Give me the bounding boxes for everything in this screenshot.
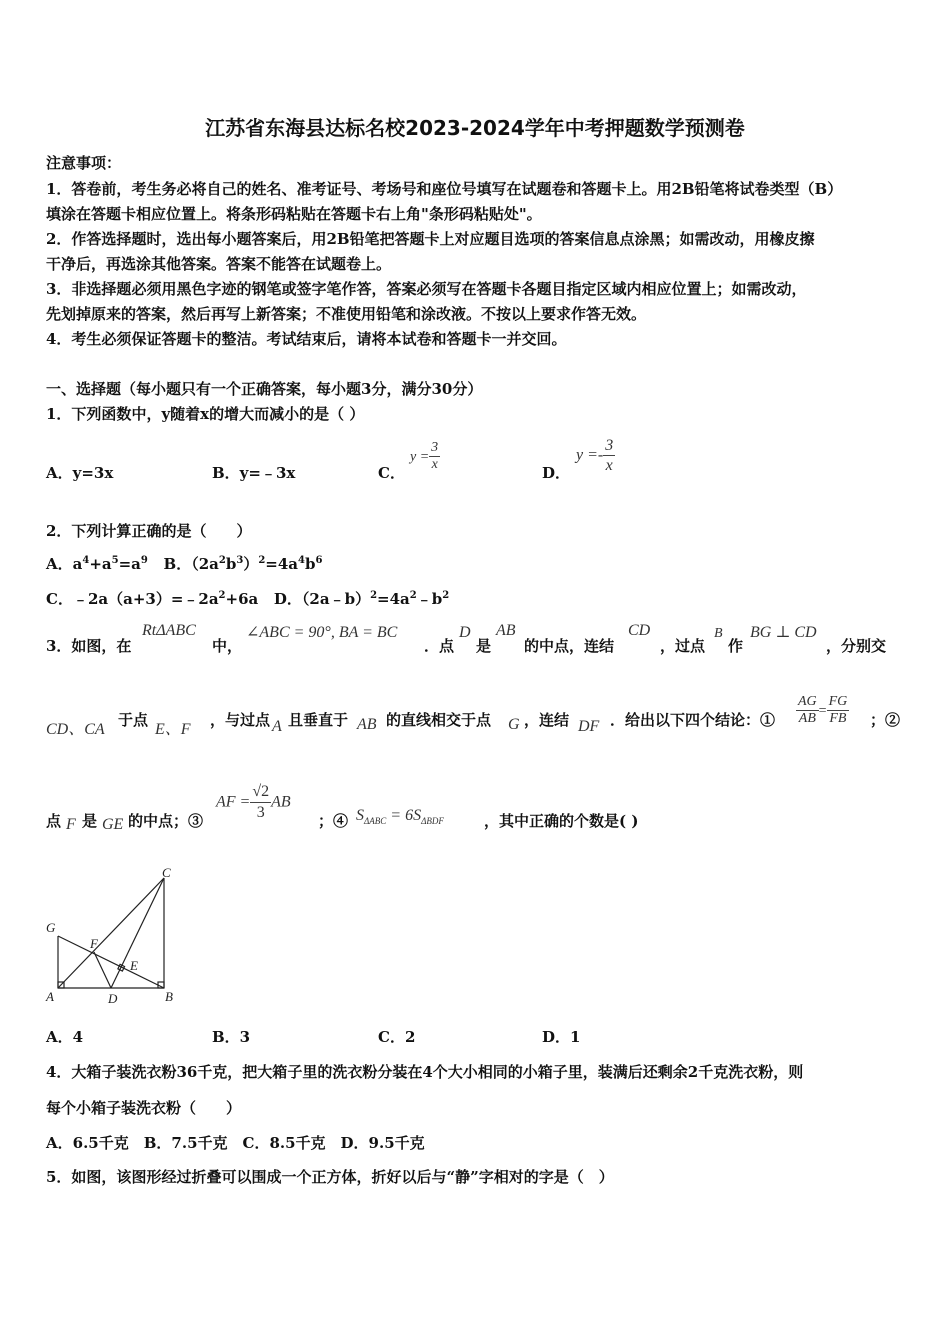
notice-line-7: 4．考生必须保证答题卡的整洁。考试结束后，请将本试卷和答题卡一并交回。 [46,330,567,348]
q1-option-d-formula: y =- $\frac{3}{x}$ [576,437,614,474]
q3-math-ab: AB [496,622,516,639]
q5-stem: 5．如图，该图形经过折叠可以围成一个正方体，折好以后与“静”字相对的字是（ ） [46,1168,614,1186]
q3-text-9: 于点 [118,711,149,729]
q1-stem: 1．下列函数中，y随着x的增大而减小的是（ ） [46,405,365,423]
q3-text-8: ，分别交 [826,637,887,655]
q1-option-b: B．y=﹣3x [212,464,296,482]
q3-conclusion-4-formula: $S_{\Delta ABC} = 6S_{\Delta BDF}$ [356,807,444,826]
notice-line-3: 2．作答选择题时，选出每小题答案后，用2B铅笔把答题卡上对应题目选项的答案信息点涂黑；如需改动，用橡皮擦 [46,230,815,248]
notice-line-1: 1．答卷前，考生务必将自己的姓名、准考证号、考场号和座位号填写在试题卷和答题卡上。用2B铅笔将试卷类型（B） [46,180,843,198]
q3-math-angle: ∠ABC = 90°, BA = BC [246,624,398,641]
q3-math-d: D [459,624,471,641]
notice-line-2: 填涂在答题卡相应位置上。将条形码粘贴在答题卡右上角"条形码粘贴处"。 [46,205,542,223]
q3-math-ab-2: AB [357,716,377,733]
q3-text-18: 的中点；③ [128,812,204,830]
q3-option-d: D．1 [542,1028,581,1046]
label-c: C [162,866,171,880]
notice-heading: 注意事项： [46,154,122,172]
q4-options: A．6.5千克 B．7.5千克 C．8.5千克 D．9.5千克 [46,1134,425,1152]
q3-text-14: ．给出以下四个结论：① [610,711,776,729]
q3-text-17: 是 [82,812,98,830]
q3-text-6: ，过点 [660,637,706,655]
q3-text-12: 的直线相交于点 [386,711,492,729]
q3-math-cd-ca: CD、CA [46,721,105,738]
q2-stem: 2．下列计算正确的是（ ） [46,522,252,540]
label-b: B [165,989,173,1004]
notice-line-6: 先划掉原来的答案，然后再写上新答案；不准使用铅笔和涂改液。不按以上要求作答无效。 [46,305,647,323]
segment-gb [58,936,164,988]
notice-line-5: 3．非选择题必须用黑色字迹的钢笔或签字笔作答，答案必须写在答题卡各题目指定区域内相应位置上；如需改动， [46,280,807,298]
q3-text-11: 且垂直于 [288,711,349,729]
q3-text-15: ；② [870,711,901,729]
q1-option-a: A．y=3x [46,464,114,482]
q3-math-g: G [508,716,520,733]
q3-math-f: F [66,816,76,833]
section-heading: 一、选择题（每小题只有一个正确答案，每小题3分，满分30分） [46,380,483,398]
q3-text-16: 点 [46,812,62,830]
label-g: G [46,920,56,935]
q3-conclusion-1-formula: $\frac{AG}{AB}$ = $\frac{FG}{FB}$ [798,694,848,726]
label-e: E [130,958,138,973]
q3-math-b: B [714,626,723,641]
q3-text-3: ．点 [424,637,455,655]
q3-text-20: ，其中正确的个数是( ) [484,812,639,830]
label-a: A [46,989,54,1004]
q1-option-d-label: D． [542,464,571,482]
segment-ca [58,878,164,988]
label-d: D [108,991,118,1006]
page-title: 江苏省东海县达标名校2023-2024学年中考押题数学预测卷 [205,116,745,140]
q3-text-5: 的中点，连结 [524,637,615,655]
q3-option-b: B．3 [212,1028,251,1046]
q3-math-a: A [272,718,282,735]
q3-math-cd: CD [628,622,651,639]
q2-options-ab: A．$a^4+a^5=a^9$ B．$(2a^2b^3)^2=4a^4b^6$ [46,555,323,573]
q3-math-triangle: RtΔABC [142,622,196,639]
q3-text-1: 3．如图，在 [46,637,132,655]
q3-text-19: ；④ [318,812,349,830]
q3-text-7: 作 [728,637,744,655]
q3-math-ge: GE [102,816,124,833]
q3-option-c: C．2 [378,1028,416,1046]
q3-conclusion-3-formula: AF = $\frac{√2}{3}$ AB [216,783,291,821]
q3-text-4: 是 [476,637,492,655]
q1-option-c-formula: y = $\frac{3}{x}$ [410,440,439,472]
q3-math-perp: BG ⊥ CD [750,624,817,641]
q1-option-c-label: C． [378,464,405,482]
q3-text-10: ，与过点 [210,711,271,729]
q4-stem-line-2: 每个小箱子装洗衣粉（ ） [46,1099,242,1117]
q3-text-13: ，连结 [524,711,570,729]
q3-option-a: A．4 [46,1028,84,1046]
label-f: F [90,936,98,951]
q4-stem-line-1: 4．大箱子装洗衣粉36千克，把大箱子里的洗衣粉分装在4个大小相同的小箱子里，装满后还剩余2千克洗衣粉，则 [46,1063,804,1081]
q3-math-df: DF [578,718,600,735]
q3-geometry-figure [40,866,190,1010]
q3-text-2: 中， [212,637,243,655]
q3-math-e-f: E、F [155,721,191,738]
q2-options-cd: C．$﹣2a(a+3)=﹣2a^2+6a$ D．$(2a﹣b)^2=4a^2﹣b^2$ [46,590,450,608]
notice-line-4: 干净后，再选涂其他答案。答案不能答在试题卷上。 [46,255,392,273]
